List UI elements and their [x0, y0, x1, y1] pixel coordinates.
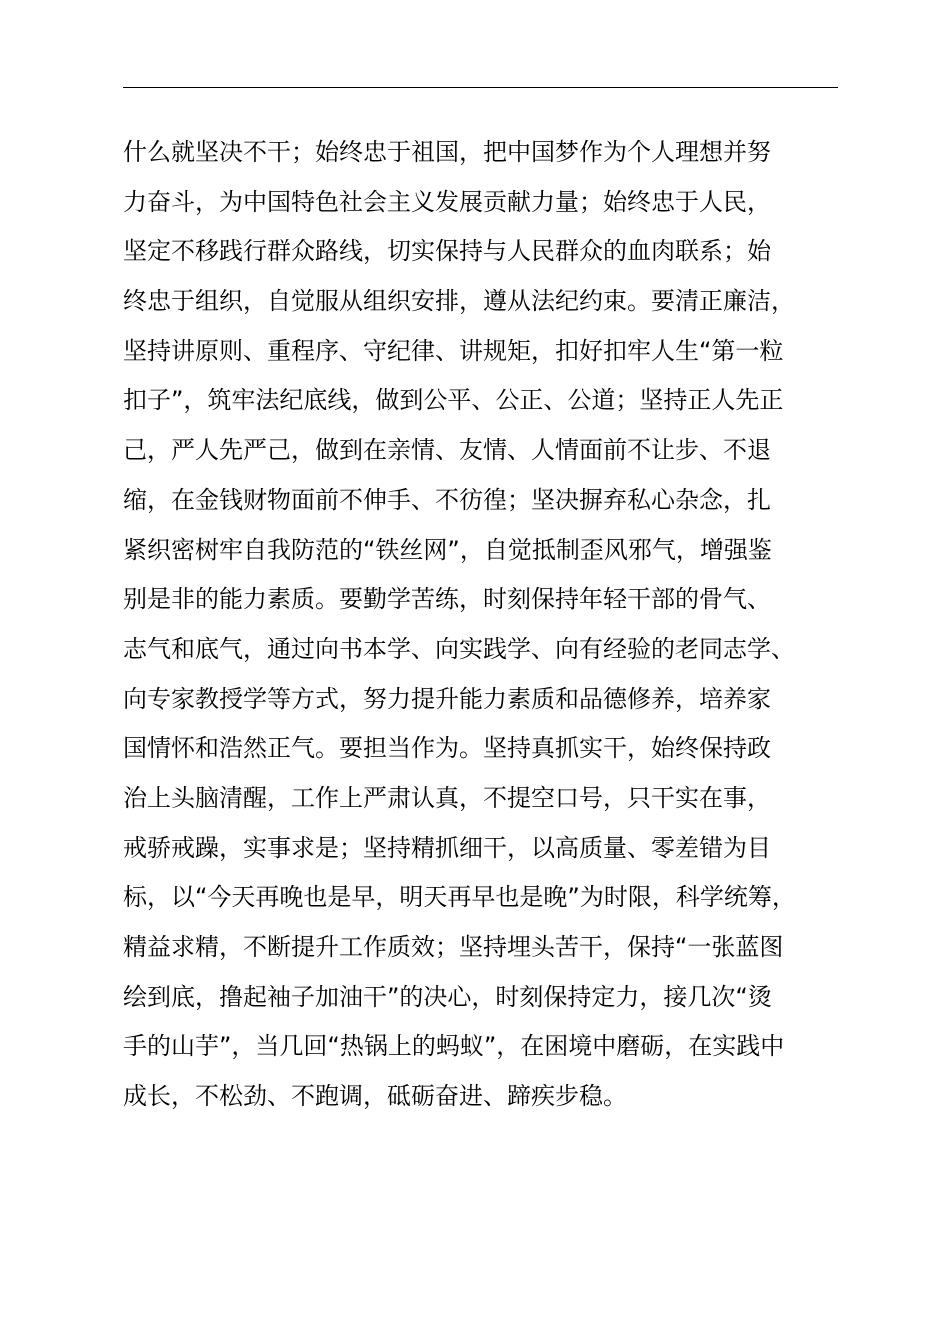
text-line: 治上头脑清醒，工作上严肃认真，不提空口号，只干实在事， [123, 783, 771, 812]
text-line: 成长，不松劲、不跑调，砥砺奋进、蹄疾步稳。 [123, 1082, 627, 1111]
text-line: 别是非的能力素质。要勤学苦练，时刻保持年轻干部的骨气、 [123, 585, 771, 614]
body-paragraph [123, 128, 883, 1122]
text-line: 手的山芋”，当几回“热锅上的蚂蚁”，在困境中磨砺，在实践中 [123, 1032, 785, 1061]
text-line: 己，严人先严己，做到在亲情、友情、人情面前不让步、不退 [123, 436, 771, 465]
text-line: 戒骄戒躁，实事求是；坚持精抓细干，以高质量、零差错为目 [123, 833, 771, 862]
text-line: 坚定不移践行群众路线，切实保持与人民群众的血肉联系；始 [123, 237, 771, 266]
text-line: 向专家教授学等方式，努力提升能力素质和品德修养，培养家 [123, 684, 771, 713]
text-line: 标，以“今天再晚也是早，明天再早也是晚”为时限，科学统筹， [123, 883, 796, 912]
text-line: 精益求精，不断提升工作质效；坚持埋头苦干，保持“一张蓝图 [123, 933, 784, 961]
text-line: 志气和底气，通过向书本学、向实践学、向有经验的老同志学、 [123, 634, 795, 663]
text-line: 扣子”，筑牢法纪底线，做到公平、公正、公道；坚持正人先正 [123, 386, 784, 415]
text-line: 国情怀和浩然正气。要担当作为。坚持真抓实干，始终保持政 [123, 734, 771, 763]
text-line: 坚持讲原则、重程序、守纪律、讲规矩，扣好扣牢人生“第一粒 [123, 336, 784, 365]
text-line: 什么就坚决不干；始终忠于祖国，把中国梦作为个人理想并努 [123, 138, 771, 166]
text-line: 终忠于组织，自觉服从组织安排，遵从法纪约束。要清正廉洁， [123, 287, 795, 316]
text-line: 绘到底，撸起袖子加油干”的决心，时刻保持定力，接几次“烫 [123, 982, 772, 1011]
text-line: 力奋斗，为中国特色社会主义发展贡献力量；始终忠于人民， [123, 187, 771, 216]
text-line: 紧织密树牢自我防范的“铁丝网”，自觉抵制歪风邪气，增强鉴 [123, 535, 772, 564]
text-line: 缩，在金钱财物面前不伸手、不彷徨；坚决摒弃私心杂念，扎 [123, 485, 771, 514]
header-rule [123, 87, 838, 88]
